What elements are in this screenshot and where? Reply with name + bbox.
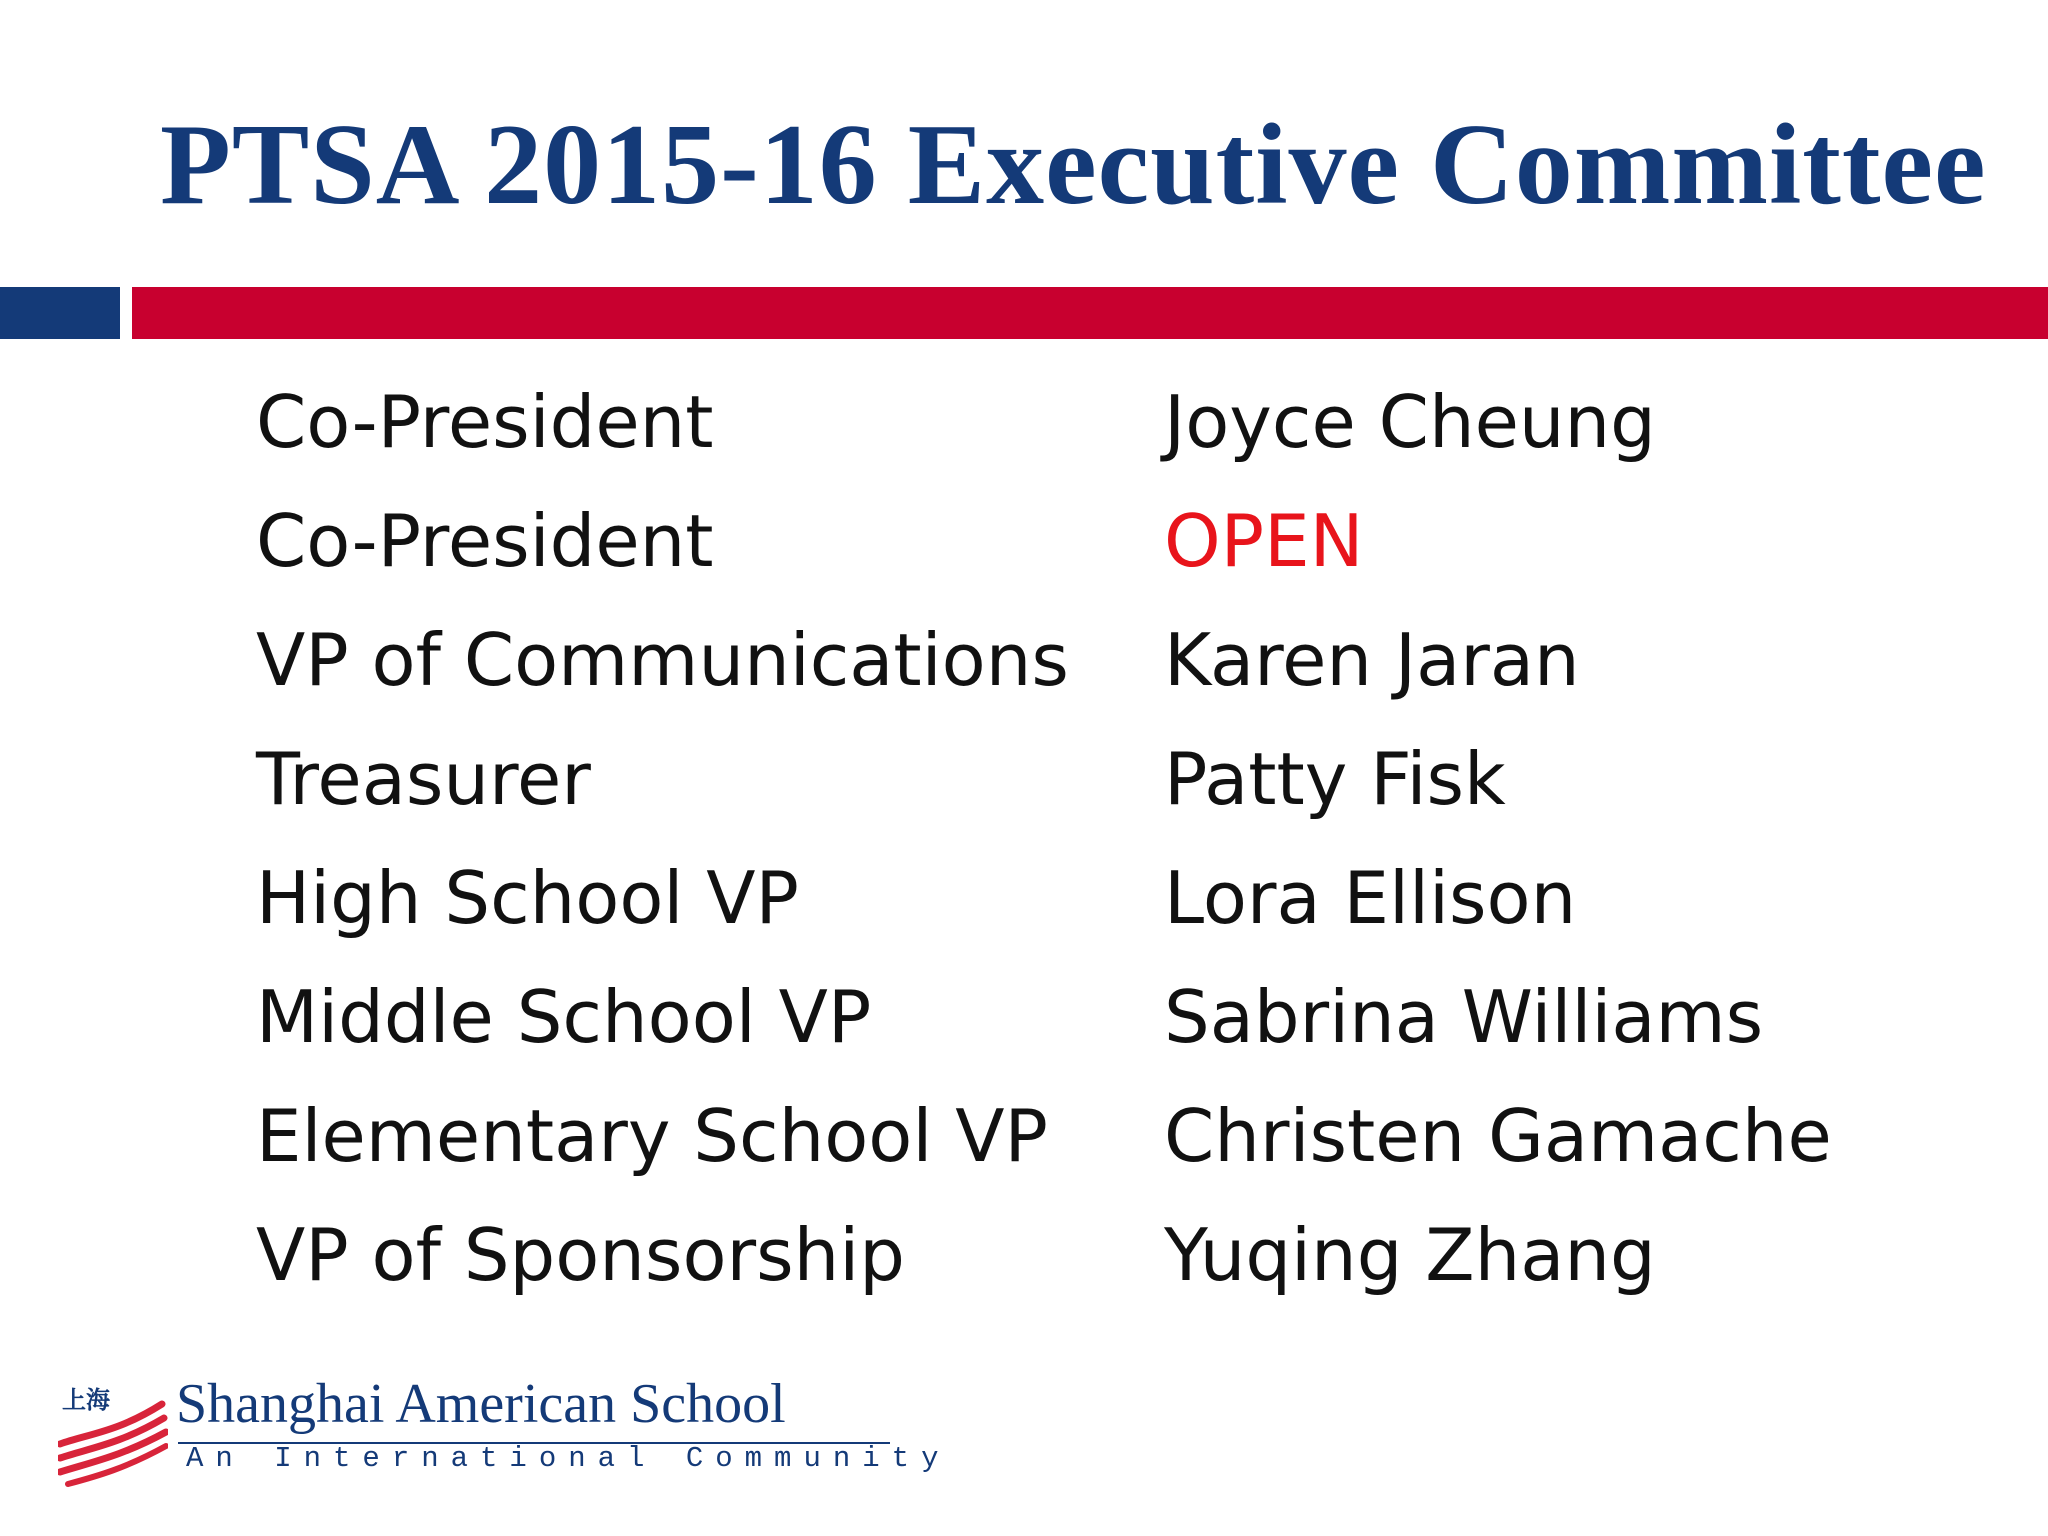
- roster-row: [256, 1076, 1956, 1195]
- flag-stripes-icon: [58, 1378, 168, 1488]
- roster-row: [256, 362, 1956, 481]
- role-label: Co-President: [256, 379, 714, 464]
- role-label: Co-President: [256, 498, 714, 583]
- roster-row: [256, 600, 1956, 719]
- committee-roster: [256, 362, 1956, 1314]
- member-name: Karen Jaran: [1164, 617, 1580, 702]
- school-tagline: An International Community: [186, 1442, 951, 1475]
- roster-row: [256, 957, 1956, 1076]
- title-divider-blue: [0, 287, 120, 339]
- roster-row: [256, 481, 1956, 600]
- slide-title: PTSA 2015-16 Executive Committee: [160, 101, 1987, 229]
- role-label: VP of Sponsorship: [256, 1212, 905, 1297]
- member-name: Sabrina Williams: [1164, 974, 1764, 1059]
- member-name-open: OPEN: [1164, 498, 1364, 583]
- role-label: Middle School VP: [256, 974, 872, 1059]
- member-name: Lora Ellison: [1164, 855, 1577, 940]
- role-label: VP of Communications: [256, 617, 1069, 702]
- school-name: Shanghai American School: [176, 1373, 786, 1435]
- logo-glyph: 上海: [62, 1386, 110, 1414]
- title-divider-red: [132, 287, 2048, 339]
- roster-row: [256, 838, 1956, 957]
- member-name: Christen Gamache: [1164, 1093, 1832, 1178]
- member-name: Joyce Cheung: [1164, 379, 1656, 464]
- member-name: Yuqing Zhang: [1164, 1212, 1656, 1297]
- roster-row: [256, 719, 1956, 838]
- roster-row: [256, 1195, 1956, 1314]
- role-label: Treasurer: [256, 736, 591, 821]
- role-label: Elementary School VP: [256, 1093, 1048, 1178]
- member-name: Patty Fisk: [1164, 736, 1506, 821]
- role-label: High School VP: [256, 855, 799, 940]
- school-logo: [58, 1373, 951, 1488]
